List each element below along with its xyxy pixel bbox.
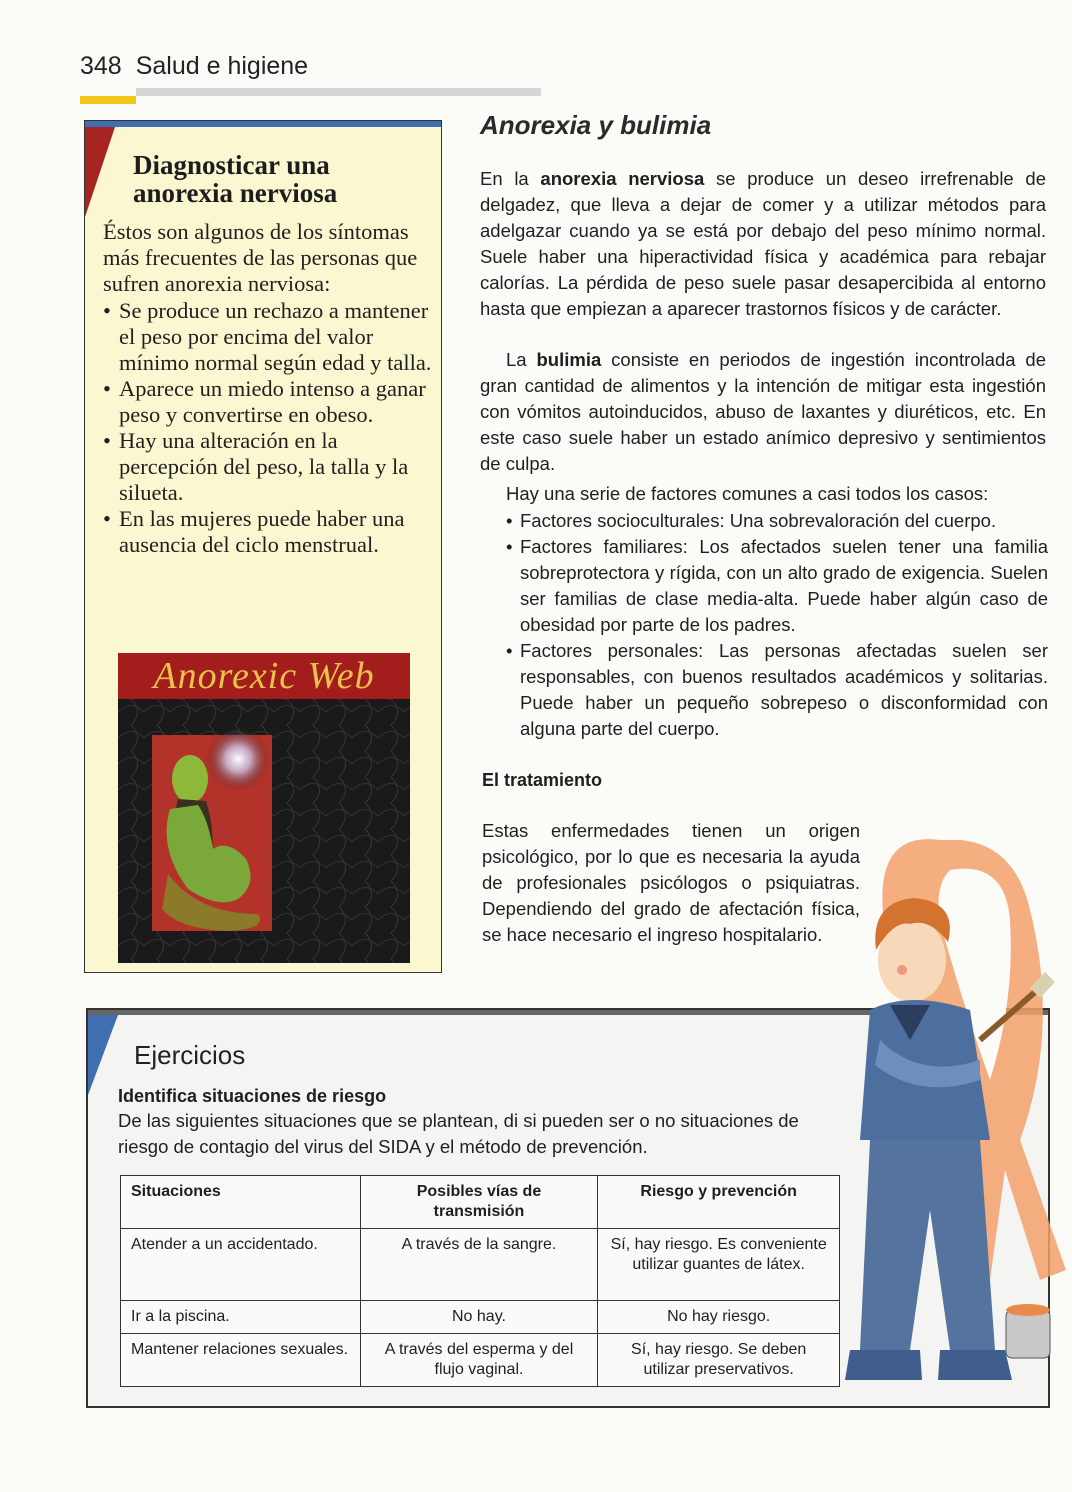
list-item: • Factores socioculturales: Una sobrevaloración del cuerpo. [506, 508, 1048, 534]
list-item: • Factores personales: Las personas afectadas suelen ser responsables, con buenos resultados académicos y solitarias. Puede haber un pequeño sobrepeso o disconformidad con alguna parte del cuerpo. [506, 640, 1048, 739]
list-item: • Se produce un rechazo a mantener el peso por encima del valor mínimo normal según edad y talla. [103, 298, 432, 375]
bullet-icon: • [103, 376, 111, 401]
factors-list [506, 508, 1048, 742]
paragraph-factors-intro: Hay una serie de factores comunes a casi todos los casos: [506, 483, 989, 504]
diagnosis-box [84, 120, 442, 973]
page-number: 348 [80, 52, 122, 80]
article-heading: Anorexia y bulimia [480, 110, 712, 140]
table-header-row [121, 1176, 840, 1229]
bullet-icon: • [506, 536, 513, 557]
list-item: • En las mujeres puede haber una ausencia del ciclo menstrual. [103, 506, 405, 557]
term-bulimia: bulimia [536, 349, 602, 370]
poster-figure-image [118, 699, 410, 963]
exercises-title: Ejercicios [134, 1040, 246, 1070]
column-header: Riesgo y prevención [598, 1176, 840, 1229]
paragraph-anorexia: En la anorexia nerviosa se produce un deseo irrefrenable de delgadez, que lleva a dejar de comer y a utilizar métodos para adelgazar cuando ya se está por debajo del peso mínimo normal. Suele haber una hiperactividad física y académica para rebajar calorías. La pérdida de peso suele pasar desapercibida al entorno hasta que empiezan a aparecer trastornos físicos y de carácter. [480, 168, 1046, 319]
bullet-icon: • [506, 510, 513, 531]
column-header: Posibles vías de transmisión [360, 1176, 598, 1229]
table-cell: Mantener relaciones sexuales. [121, 1334, 361, 1387]
diagnosis-title-line1: Diagnosticar una [133, 150, 330, 180]
section-title: Salud e higiene [135, 52, 309, 80]
exercises-instructions: De las siguientes situaciones que se plantean, di si pueden ser o no situaciones de riesgo de contagio del virus del SIDA y el método de prevención. [118, 1110, 799, 1157]
bullet-icon: • [506, 640, 513, 661]
bullet-icon: • [103, 428, 111, 453]
bullet-icon: • [103, 506, 111, 531]
table-cell: No hay. [360, 1301, 598, 1334]
box-top-bar [85, 121, 441, 127]
paragraph-bulimia: La bulimia consiste en periodos de ingestión incontrolada de gran cantidad de alimentos y la intención de mitigar esta ingestión con vómitos autoinducidos, abuso de laxantes y diuréticos, etc. En este caso suele haber un estado anímico depresivo y sentimientos de culpa. [480, 349, 1046, 474]
table-row [121, 1229, 840, 1301]
table-row [121, 1301, 840, 1334]
box-corner-triangle [85, 127, 115, 217]
diagnosis-title [133, 151, 423, 207]
bullet-icon: • [103, 298, 111, 323]
risk-table [120, 1175, 840, 1387]
table-row [121, 1334, 840, 1387]
page-header [80, 52, 308, 81]
table-cell: Atender a un accidentado. [121, 1229, 361, 1301]
column-header: Situaciones [121, 1176, 361, 1229]
header-accent-bar [80, 96, 136, 104]
table-cell: Sí, hay riesgo. Es conveniente utilizar guantes de látex. [598, 1229, 840, 1301]
table-cell: A través de la sangre. [360, 1229, 598, 1301]
symptom-list [103, 298, 433, 558]
box-corner-triangle [88, 1015, 118, 1095]
list-item: • Factores familiares: Los afectados suelen tener una familia sobreprotectora y rígida, con un alto grado de exigencia. Suelen ser familias de clase media-alta. Puede haber algún caso de obesidad por parte de los padres. [506, 536, 1048, 635]
treatment-paragraph: Estas enfermedades tienen un origen psicológico, por lo que es necesaria la ayuda de profesionales psicólogos o psiquiatras. Dependiendo del grado de afectación física, se hace necesario el ingreso hospitalario. [482, 820, 860, 945]
table-cell: No hay riesgo. [598, 1301, 840, 1334]
treatment-heading: El tratamiento [482, 770, 603, 790]
diagnosis-intro: Éstos son algunos de los síntomas más frecuentes de las personas que sufren anorexia nerviosa: [103, 219, 418, 296]
list-item: • Hay una alteración en la percepción del peso, la talla y la silueta. [103, 428, 409, 505]
table-cell: A través del esperma y del flujo vaginal. [360, 1334, 598, 1387]
poster-title: Anorexic Web [118, 653, 410, 699]
diagnosis-title-line2: anorexia nerviosa [133, 178, 338, 208]
list-item: • Aparece un miedo intenso a ganar peso y convertirse en obeso. [103, 376, 426, 427]
exercises-subtitle: Identifica situaciones de riesgo [118, 1086, 387, 1106]
table-cell: Ir a la piscina. [121, 1301, 361, 1334]
table-cell: Sí, hay riesgo. Se deben utilizar preservativos. [598, 1334, 840, 1387]
anorexic-web-poster [118, 653, 410, 963]
header-rule [136, 88, 541, 96]
term-anorexia: anorexia nerviosa [540, 168, 705, 189]
boy-with-ribbon-illustration [830, 810, 1066, 1420]
